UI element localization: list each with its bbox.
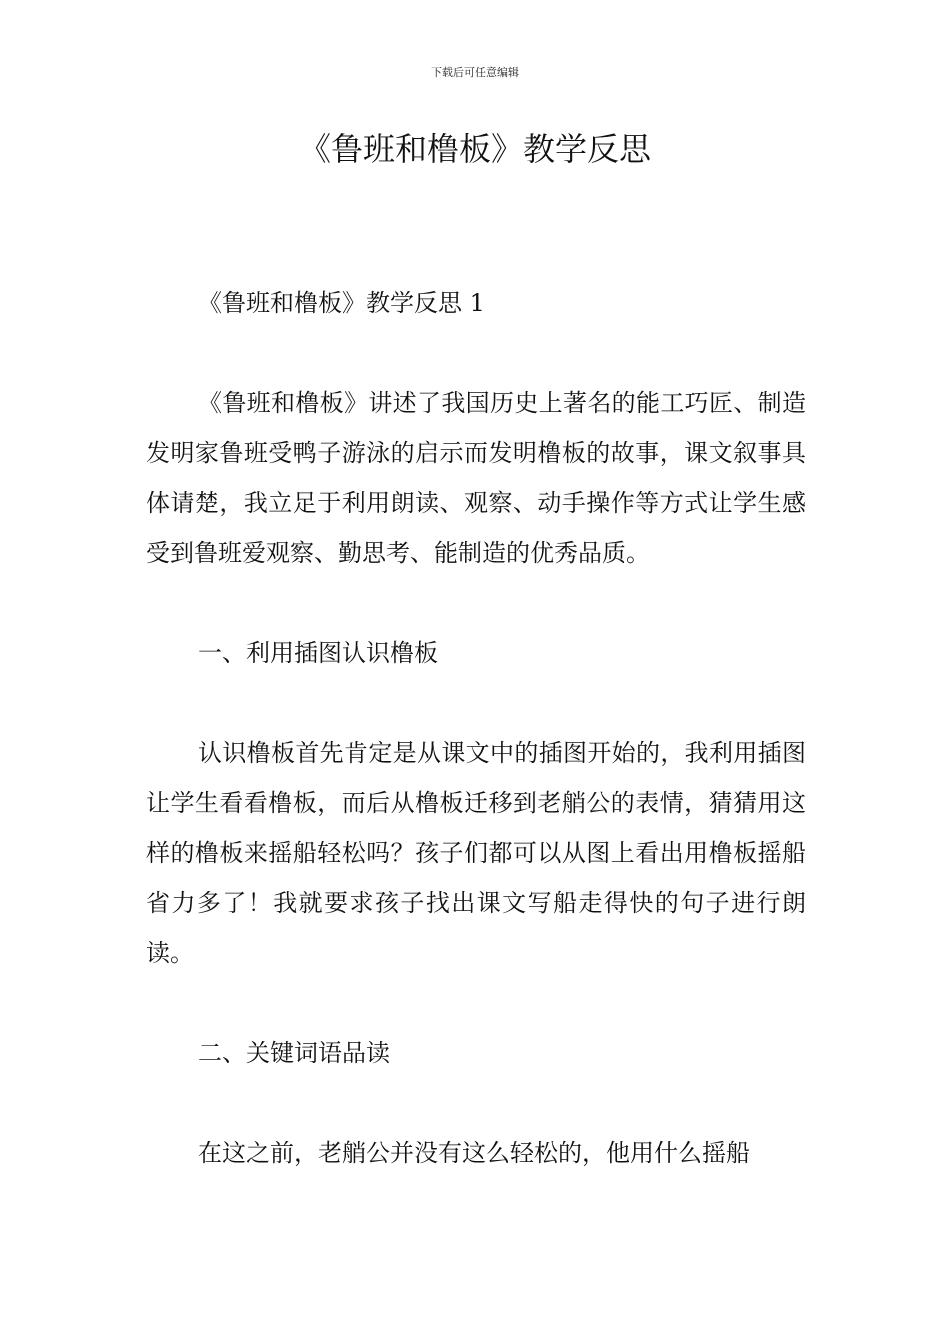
paragraph: 《鲁班和橹板》讲述了我国历史上著名的能工巧匠、制造发明家鲁班受鸭子游泳的启示而发明橹板的故事，课文叙事具体请楚，我立足于利用朗读、观察、动手操作等方式让学生感受到鲁班爱观察、勤思考、能制造的优秀品质。 [146, 389, 806, 567]
header-note: 下载后可任意编辑 [431, 66, 519, 79]
document-body [146, 278, 806, 1228]
section-heading: 一、利用插图认识橹板 [198, 639, 438, 667]
section-heading: 二、关键词语品读 [198, 1039, 390, 1067]
paragraph: 认识橹板首先肯定是从课文中的插图开始的，我利用插图让学生看看橹板，而后从橹板迁移到老艄公的表情，猜猜用这样的橹板来摇船轻松吗？孩子们都可以从图上看出用橹板摇船省力多了！我就要求孩子找出课文写船走得快的句子进行朗读。 [146, 739, 806, 967]
section-heading: 《鲁班和橹板》教学反思 1 [198, 289, 485, 317]
document-title: 《鲁班和橹板》教学反思 [298, 130, 651, 168]
paragraph: 在这之前，老艄公并没有这么轻松的，他用什么摇船 [198, 1139, 750, 1167]
